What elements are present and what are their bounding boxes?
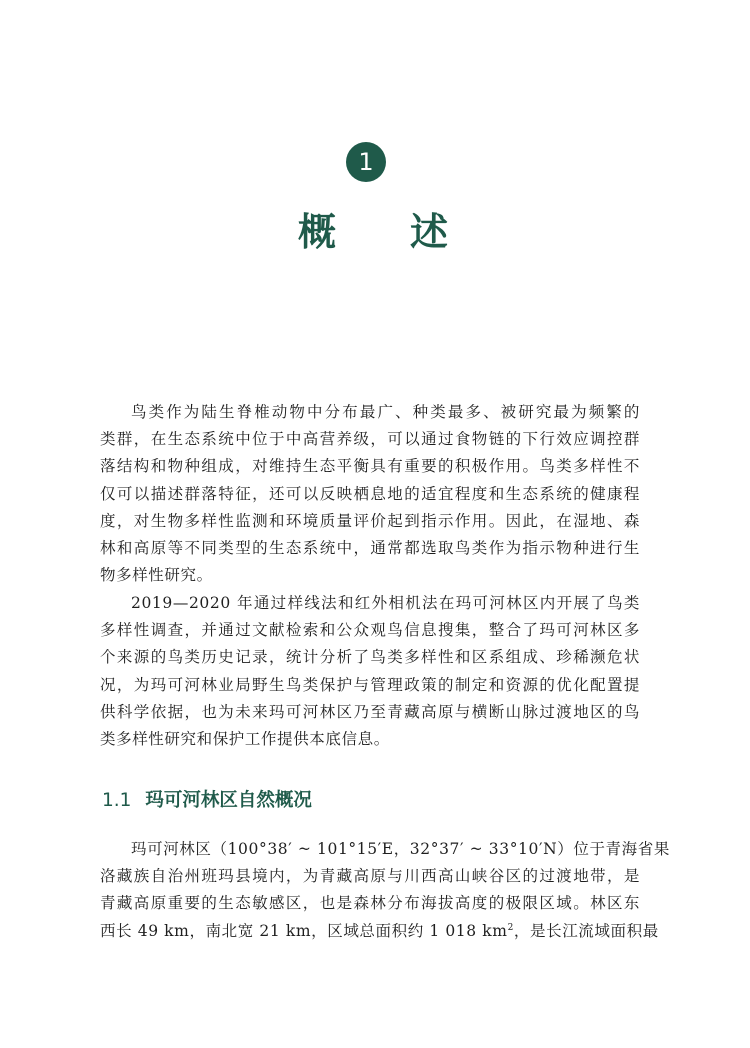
text-line: 供科学依据，也为未来玛可河林区乃至青藏高原与横断山脉过渡地区的鸟 [100, 702, 640, 721]
section-paragraph [100, 836, 670, 945]
section-number: 1.1 [102, 790, 132, 811]
text-line: 青藏高原重要的生态敏感区，也是森林分布海拔高度的极限区域。林区东 [100, 894, 640, 913]
text-line: 物多样性研究。 [100, 566, 213, 585]
chapter-title-char-1: 概 [297, 210, 340, 254]
text-line: 多样性调查，并通过文献检索和公众观鸟信息搜集，整合了玛可河林区多 [100, 621, 640, 640]
text-fragment: ，是长江流域面积最 [513, 921, 659, 940]
text-line: 类多样性研究和保护工作提供本底信息。 [100, 730, 390, 749]
text-line: 落结构和物种组成，对维持生态平衡具有重要的积极作用。鸟类多样性不 [100, 457, 640, 476]
section-heading [102, 786, 312, 812]
intro-paragraph-2 [100, 590, 640, 753]
chapter-title-char-2: 述 [410, 210, 453, 254]
text-line-with-superscript [100, 918, 659, 945]
text-line: 况，为玛可河林业局野生鸟类保护与管理政策的制定和资源的优化配置提 [100, 675, 640, 694]
text-line: 度，对生物多样性监测和环境质量评价起到指示作用。因此，在湿地、森 [100, 511, 640, 530]
section-title: 玛可河林区自然概况 [145, 790, 312, 811]
text-line: 鸟类作为陆生脊椎动物中分布最广、种类最多、被研究最为频繁的 [131, 403, 640, 421]
text-line: 洛藏族自治州班玛县境内，为青藏高原与川西高山峡谷区的过渡地带，是 [100, 867, 640, 886]
text-line: 仅可以描述群落特征，还可以反映栖息地的适宜程度和生态系统的健康程 [100, 484, 640, 503]
text-fragment: 西长 49 km，南北宽 21 km，区域总面积约 1 018 km [100, 921, 508, 940]
text-line: 类群，在生态系统中位于中高营养级，可以通过食物链的下行效应调控群 [100, 430, 640, 449]
text-line: 个来源的鸟类历史记录，统计分析了鸟类多样性和区系组成、珍稀濒危状 [100, 648, 640, 667]
area-unit-superscript: 2 [507, 922, 514, 933]
text-line: 2019—2020 年通过样线法和红外相机法在玛可河林区内开展了鸟类 [131, 594, 640, 612]
intro-paragraph-1 [100, 399, 640, 589]
text-line: 林和高原等不同类型的生态系统中，通常都选取鸟类作为指示物种进行生 [100, 539, 640, 558]
chapter-number-badge [346, 142, 386, 182]
text-line: 玛可河林区（100°38′ ~ 101°15′E，32°37′ ~ 33°10′N）位于青海省果 [131, 840, 670, 858]
chapter-number: 1 [358, 148, 374, 176]
chapter-title [0, 201, 750, 256]
